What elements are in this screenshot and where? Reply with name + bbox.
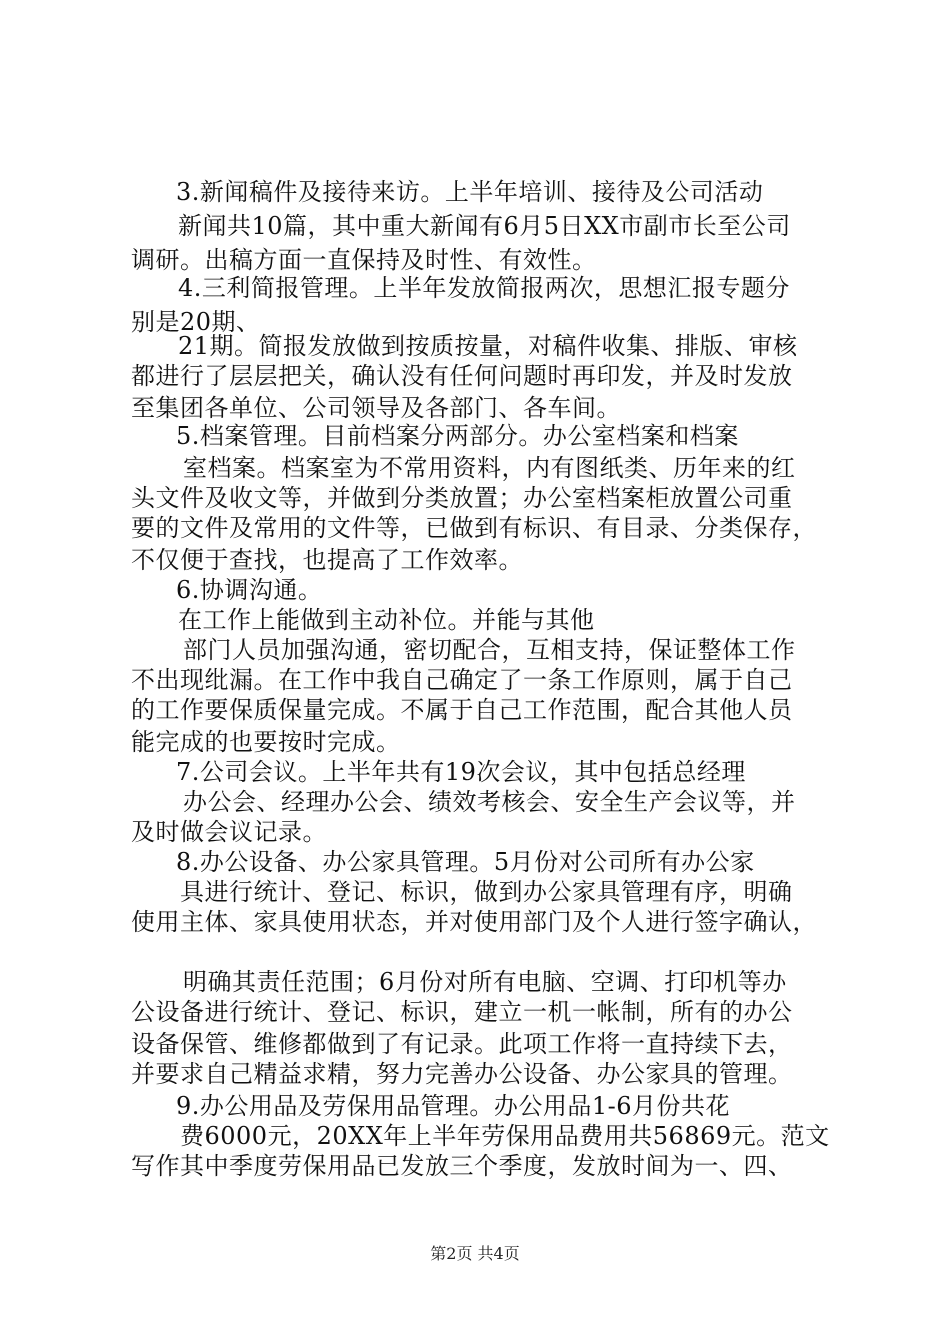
text-line: 费6000元，20XX年上半年劳保用品费用共56869元。范文 <box>180 1122 830 1150</box>
text-line: 部门人员加强沟通，密切配合，互相支持，保证整体工作 <box>183 636 796 664</box>
text-line: 不出现纰漏。在工作中我自己确定了一条工作原则，属于自己 <box>131 666 793 694</box>
text-line: 4.三利简报管理。上半年发放简报两次，思想汇报专题分 <box>178 274 790 302</box>
text-line: 要的文件及常用的文件等，已做到有标识、有目录、分类保存， <box>131 514 817 542</box>
text-line: 室档案。档案室为不常用资料，内有图纸类、历年来的红 <box>183 454 796 482</box>
text-line: 头文件及收文等，并做到分类放置；办公室档案柜放置公司重 <box>131 484 793 512</box>
text-line: 使用主体、家具使用状态，并对使用部门及个人进行签字确认， <box>131 908 817 936</box>
text-line: 9.办公用品及劳保用品管理。办公用品1-6月份共花 <box>176 1092 731 1120</box>
text-line: 8.办公设备、办公家具管理。5月份对公司所有办公家 <box>176 848 755 876</box>
text-line: 不仅便于查找，也提高了工作效率。 <box>131 546 523 574</box>
text-line: 及时做会议记录。 <box>131 818 327 846</box>
text-line: 3.新闻稿件及接待来访。上半年培训、接待及公司活动 <box>176 178 764 206</box>
text-line: 7.公司会议。上半年共有19次会议，其中包括总经理 <box>176 758 746 786</box>
text-line: 写作其中季度劳保用品已发放三个季度，发放时间为一、四、 <box>131 1152 793 1180</box>
text-line: 别是20期、 <box>131 308 261 336</box>
text-line: 5.档案管理。目前档案分两部分。办公室档案和档案 <box>176 422 739 450</box>
text-line: 至集团各单位、公司领导及各部门、各车间。 <box>131 394 621 422</box>
text-line: 6.协调沟通。 <box>176 576 323 604</box>
text-line: 调研。出稿方面一直保持及时性、有效性。 <box>131 246 597 274</box>
text-line: 21期。简报发放做到按质按量，对稿件收集、排版、审核 <box>178 332 798 360</box>
text-line: 明确其责任范围；6月份对所有电脑、空调、打印机等办 <box>183 968 787 996</box>
text-line: 具进行统计、登记、标识，做到办公家具管理有序，明确 <box>180 878 793 906</box>
page-footer: 第2页 共4页 <box>430 1244 520 1263</box>
text-line: 的工作要保质保量完成。不属于自己工作范围，配合其他人员 <box>131 696 793 724</box>
text-line: 在工作上能做到主动补位。并能与其他 <box>178 606 595 634</box>
text-line: 并要求自己精益求精，努力完善办公设备、办公家具的管理。 <box>131 1060 793 1088</box>
text-line: 办公会、经理办公会、绩效考核会、安全生产会议等，并 <box>183 788 796 816</box>
text-line: 能完成的也要按时完成。 <box>131 728 401 756</box>
text-line: 公设备进行统计、登记、标识，建立一机一帐制，所有的办公 <box>131 998 793 1026</box>
text-line: 都进行了层层把关，确认没有任何问题时再印发，并及时发放 <box>131 362 793 390</box>
text-line: 设备保管、维修都做到了有记录。此项工作将一直持续下去， <box>131 1030 793 1058</box>
text-line: 新闻共10篇，其中重大新闻有6月5日XX市副市长至公司 <box>178 212 791 240</box>
